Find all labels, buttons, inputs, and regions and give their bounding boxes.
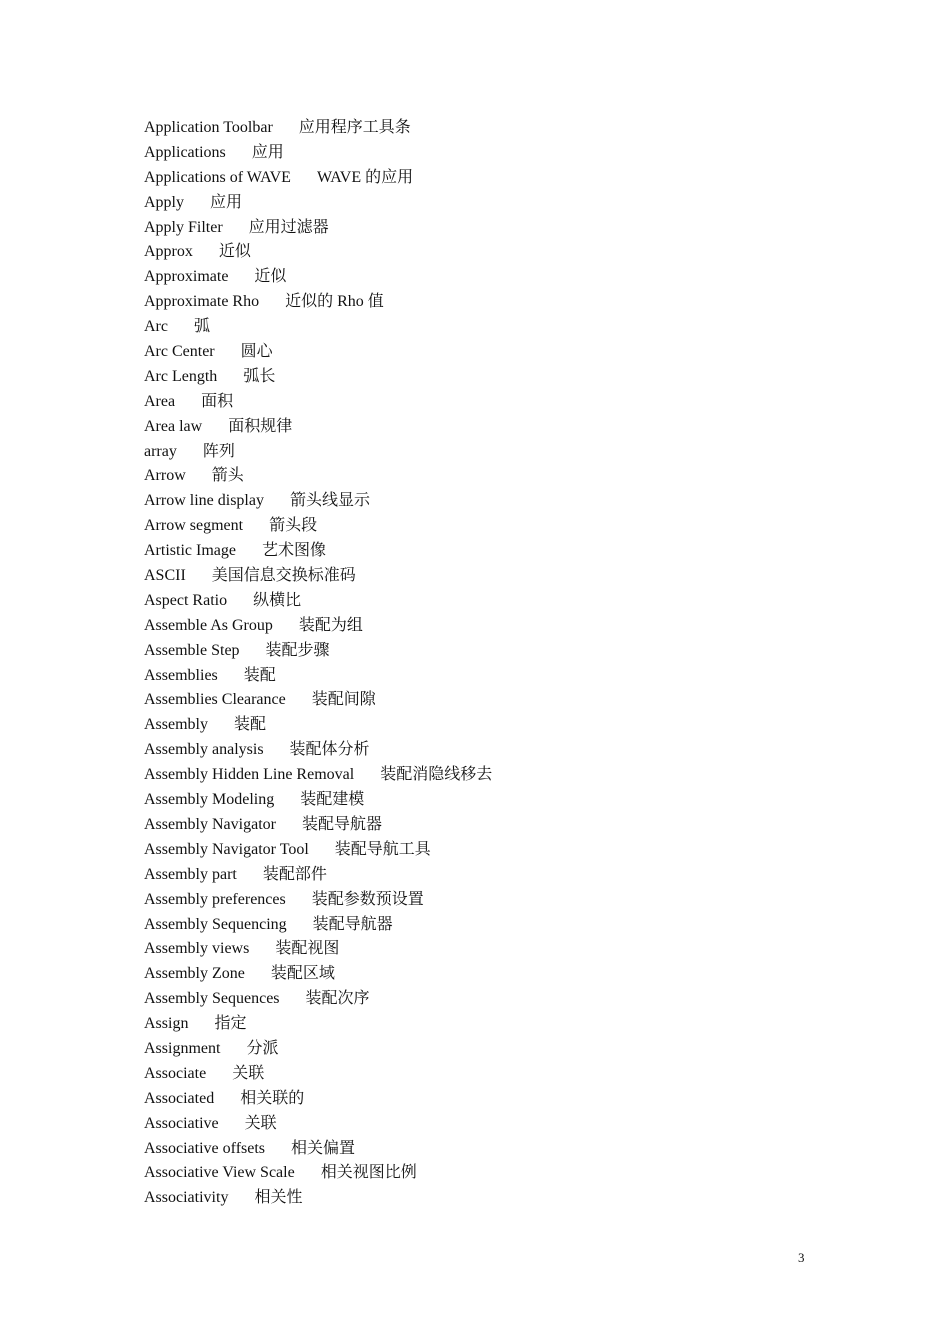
entry-translation: 装配步骤 xyxy=(265,641,330,659)
glossary-entry xyxy=(144,1012,492,1037)
entry-translation: 相关性 xyxy=(254,1189,303,1207)
entry-term: Assembly part xyxy=(144,865,237,883)
entry-term: Assembly preferences xyxy=(144,890,286,908)
entry-term: Applications xyxy=(144,143,226,161)
entry-term: Assign xyxy=(144,1015,189,1033)
glossary-entry xyxy=(144,1186,492,1211)
glossary-entry xyxy=(144,863,492,888)
entry-translation: 装配视图 xyxy=(275,940,340,958)
entry-translation: 装配参数预设置 xyxy=(311,890,424,908)
entry-translation: WAVE 的应用 xyxy=(316,168,414,186)
entry-term: Assemble Step xyxy=(144,641,240,659)
entry-term: Assemble As Group xyxy=(144,616,273,634)
entry-term: Associated xyxy=(144,1089,215,1107)
entry-translation: 装配建模 xyxy=(300,791,365,809)
entry-translation: 装配导航工具 xyxy=(334,840,431,858)
entry-translation: 装配消隐线移去 xyxy=(380,766,493,784)
glossary-entry xyxy=(144,763,492,788)
glossary-entry xyxy=(144,1037,492,1062)
glossary-entry xyxy=(144,614,492,639)
entry-translation: 装配区域 xyxy=(270,965,335,983)
entry-term: Apply Filter xyxy=(144,218,223,236)
entry-term: Assemblies Clearance xyxy=(144,691,286,709)
glossary-entry xyxy=(144,888,492,913)
glossary-entry xyxy=(144,514,492,539)
entry-translation: 分派 xyxy=(246,1039,279,1057)
glossary-entry xyxy=(144,962,492,987)
entry-translation: 装配导航器 xyxy=(301,815,382,833)
entry-translation: 近似 xyxy=(254,268,287,286)
entry-translation: 装配间隙 xyxy=(311,691,376,709)
entry-term: Arrow xyxy=(144,467,186,485)
entry-translation: 箭头线显示 xyxy=(289,492,370,510)
glossary-entry xyxy=(144,464,492,489)
glossary-entry xyxy=(144,141,492,166)
entry-term: Artistic Image xyxy=(144,542,236,560)
entry-translation: 应用 xyxy=(210,193,243,211)
entry-term: Apply xyxy=(144,193,184,211)
entry-translation: 应用 xyxy=(251,143,284,161)
glossary-entry xyxy=(144,116,492,141)
entry-translation: 面积规律 xyxy=(228,417,293,435)
entry-translation: 箭头段 xyxy=(269,517,318,535)
glossary-entry xyxy=(144,1087,492,1112)
glossary-entry xyxy=(144,1161,492,1186)
entry-term: Application Toolbar xyxy=(144,119,273,136)
entry-term: Assembly Sequences xyxy=(144,990,280,1008)
glossary-entry xyxy=(144,639,492,664)
entry-term: Aspect Ratio xyxy=(144,591,228,609)
glossary-entry xyxy=(144,987,492,1012)
entry-term: Area law xyxy=(144,417,203,435)
entry-translation: 应用程序工具条 xyxy=(298,119,411,136)
entry-term: ASCII xyxy=(144,567,186,585)
entry-translation: 关联 xyxy=(232,1064,265,1082)
entry-translation: 装配次序 xyxy=(305,990,370,1008)
entry-translation: 弧 xyxy=(193,318,210,336)
entry-translation: 相关联的 xyxy=(240,1089,305,1107)
entry-term: Assembly views xyxy=(144,940,250,958)
entry-term: Assignment xyxy=(144,1039,221,1057)
entry-term: Arc Center xyxy=(144,343,215,361)
entry-translation: 指定 xyxy=(214,1015,247,1033)
glossary-entry xyxy=(144,216,492,241)
glossary-entry xyxy=(144,340,492,365)
entry-translation: 近似 xyxy=(218,243,251,261)
glossary-entry xyxy=(144,1112,492,1137)
glossary-entry xyxy=(144,191,492,216)
glossary-entry xyxy=(144,664,492,689)
glossary-entry xyxy=(144,315,492,340)
glossary-entry xyxy=(144,265,492,290)
glossary-entry xyxy=(144,813,492,838)
entry-translation: 相关视图比例 xyxy=(320,1164,417,1182)
entry-term: Assembly Hidden Line Removal xyxy=(144,766,355,784)
entry-term: Associativity xyxy=(144,1189,229,1207)
entry-translation: 装配 xyxy=(243,666,276,684)
glossary-entry xyxy=(144,365,492,390)
entry-term: Approximate Rho xyxy=(144,293,260,311)
entry-translation: 美国信息交换标准码 xyxy=(211,567,356,585)
glossary-entry xyxy=(144,1062,492,1087)
glossary-entry xyxy=(144,440,492,465)
glossary-entry xyxy=(144,838,492,863)
entry-term: Approximate xyxy=(144,268,229,286)
entry-term: Arrow segment xyxy=(144,517,244,535)
entry-term: Assemblies xyxy=(144,666,218,684)
glossary-entry xyxy=(144,290,492,315)
entry-translation: 箭头 xyxy=(211,467,244,485)
entry-term: Arc Length xyxy=(144,367,218,385)
entry-term: Assembly Zone xyxy=(144,965,245,983)
glossary-entry xyxy=(144,788,492,813)
glossary-entry xyxy=(144,390,492,415)
glossary-entry xyxy=(144,738,492,763)
entry-term: Assembly Navigator xyxy=(144,815,276,833)
entry-term: Area xyxy=(144,392,176,410)
glossary-entry xyxy=(144,589,492,614)
entry-translation: 装配部件 xyxy=(262,865,327,883)
glossary-entry xyxy=(144,240,492,265)
page-number: 3 xyxy=(798,1250,805,1265)
entry-term: Associative xyxy=(144,1114,219,1132)
entry-translation: 弧长 xyxy=(243,367,276,385)
entry-term: Assembly analysis xyxy=(144,741,264,759)
glossary-entry xyxy=(144,166,492,191)
entry-translation: 装配为组 xyxy=(298,616,363,634)
entry-translation: 关联 xyxy=(244,1114,277,1132)
entry-translation: 装配 xyxy=(234,716,267,734)
entry-translation: 圆心 xyxy=(240,343,273,361)
entry-term: Assembly Sequencing xyxy=(144,915,287,933)
glossary-entry xyxy=(144,937,492,962)
entry-translation: 相关偏置 xyxy=(291,1139,356,1157)
glossary-entry xyxy=(144,688,492,713)
entry-term: Associative offsets xyxy=(144,1139,266,1157)
entry-term: Assembly Navigator Tool xyxy=(144,840,309,858)
entry-term: Assembly xyxy=(144,716,208,734)
entry-term: array xyxy=(144,442,177,460)
glossary-entry xyxy=(144,489,492,514)
entry-term: Associative View Scale xyxy=(144,1164,295,1182)
glossary-entry xyxy=(144,713,492,738)
entry-term: Assembly Modeling xyxy=(144,791,275,809)
glossary-entry xyxy=(144,564,492,589)
entry-translation: 艺术图像 xyxy=(261,542,326,560)
entry-translation: 应用过滤器 xyxy=(248,218,329,236)
entry-translation: 纵横比 xyxy=(253,591,302,609)
glossary-list xyxy=(144,116,492,1211)
entry-term: Associate xyxy=(144,1064,207,1082)
glossary-entry xyxy=(144,539,492,564)
entry-translation: 面积 xyxy=(201,392,234,410)
entry-translation: 装配体分析 xyxy=(289,741,370,759)
entry-translation: 装配导航器 xyxy=(312,915,393,933)
glossary-entry xyxy=(144,913,492,938)
entry-term: Approx xyxy=(144,243,193,261)
glossary-entry xyxy=(144,1137,492,1162)
entry-term: Arc xyxy=(144,318,168,336)
glossary-entry xyxy=(144,415,492,440)
entry-term: Arrow line display xyxy=(144,492,264,510)
entry-term: Applications of WAVE xyxy=(144,168,291,186)
entry-translation: 阵列 xyxy=(202,442,235,460)
entry-translation: 近似的 Rho 值 xyxy=(285,293,384,311)
